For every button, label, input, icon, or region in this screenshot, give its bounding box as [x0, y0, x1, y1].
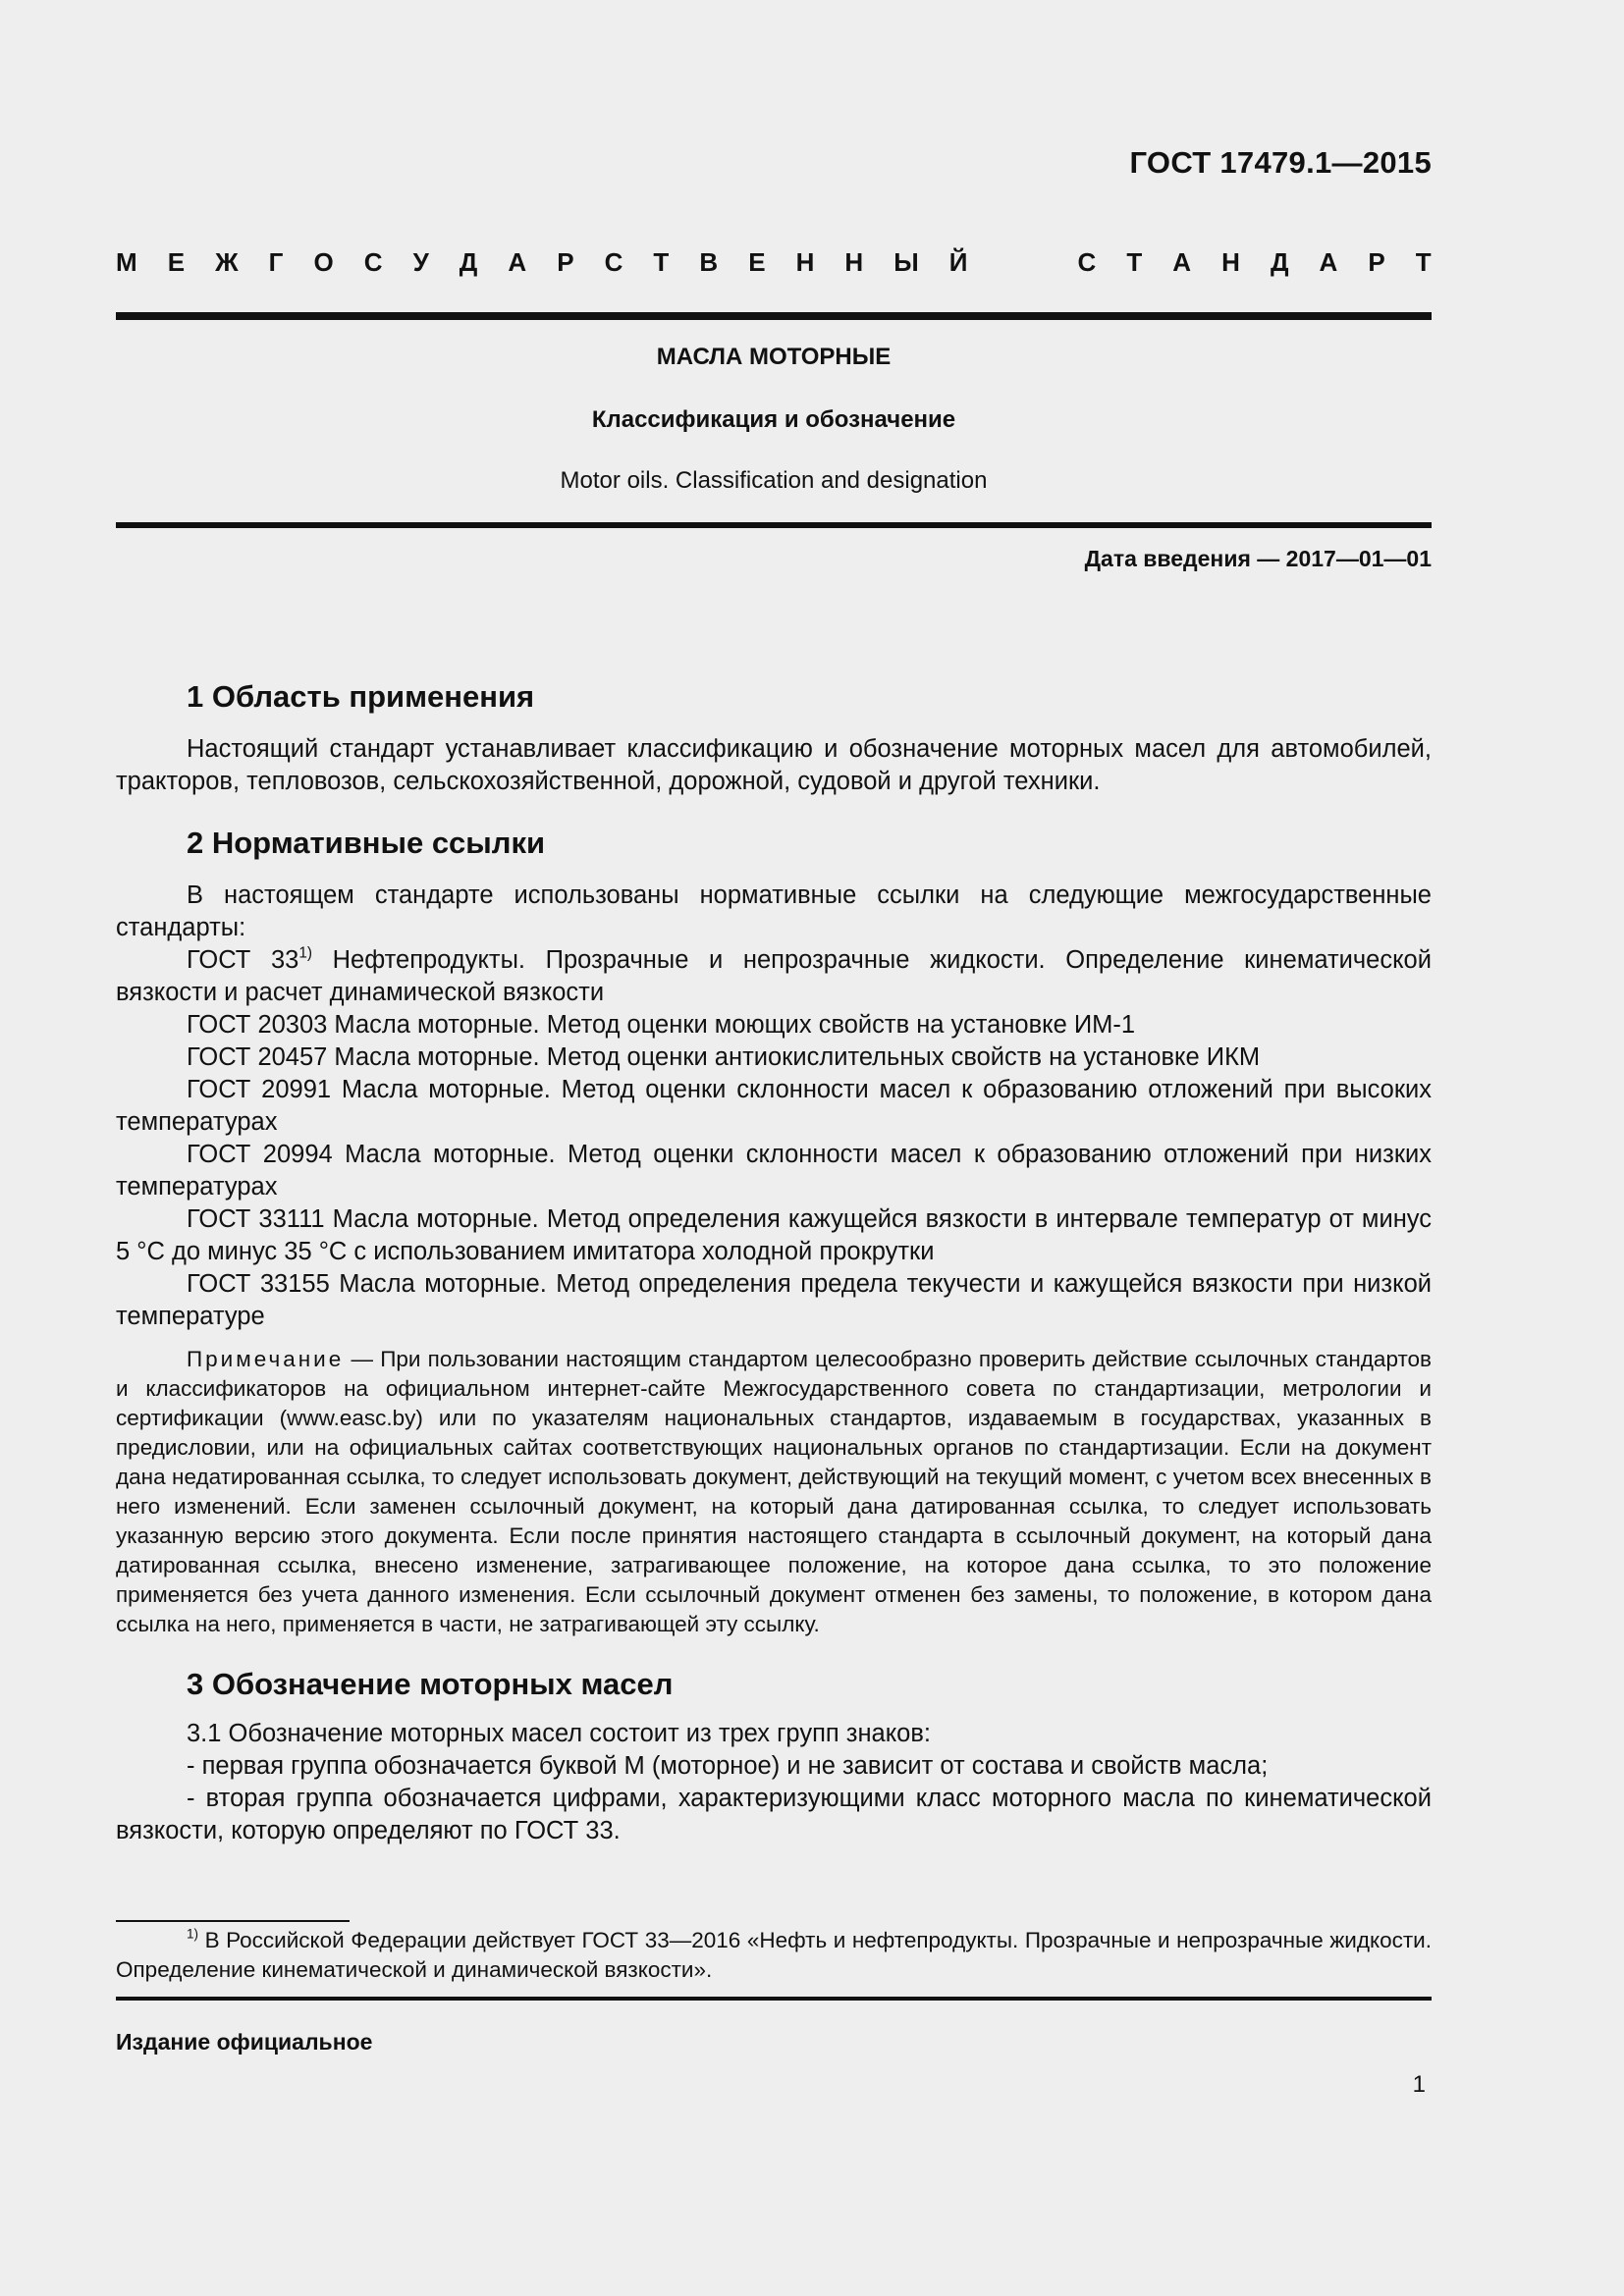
standard-type-letter: О [313, 247, 334, 277]
standard-type-letter: Й [948, 247, 968, 277]
designation-paragraph: 3.1 Обозначение моторных масел состоит из трех групп знаков: [187, 1720, 931, 1747]
standard-type-letter: Е [167, 247, 186, 277]
designation-paragraph: - вторая группа обозначается цифрами, характеризующими класс моторного масла по кинематической вязкости, которую определяют по ГОСТ 33. [116, 1785, 1432, 1844]
standard-type-letter: Д [459, 247, 478, 277]
standard-type-letter: Ы [893, 247, 919, 277]
footnote-rule [116, 1920, 350, 1922]
standard-type-letter: У [412, 247, 429, 277]
standard-type-letter: Д [1270, 247, 1289, 277]
standard-type-letter: С [363, 247, 383, 277]
standard-type-letter: Р [1368, 247, 1385, 277]
footnote [116, 1926, 1432, 1985]
standard-type-letter: Е [748, 247, 766, 277]
reference-item: ГОСТ 33111 Масла моторные. Метод определения кажущейся вязкости в интервале температур от минус 5 °С до минус 35 °С с использованием имитатора холодной прокрутки [116, 1205, 1432, 1265]
title-english: Motor oils. Classification and designation [560, 467, 988, 494]
standard-type-heading [116, 247, 1432, 278]
title-sub: Классификация и обозначение [591, 406, 956, 433]
standard-type-letter: А [508, 247, 527, 277]
gost-number: ГОСТ 17479.1—2015 [1129, 145, 1432, 180]
references-note [116, 1345, 1432, 1639]
word-gap [998, 247, 1047, 278]
reference-item: ГОСТ 20994 Масла моторные. Метод оценки склонности масел к образованию отложений при низких температурах [116, 1141, 1432, 1201]
reference-item: ГОСТ 33155 Масла моторные. Метод определения предела текучести и кажущейся вязкости при низкой температуре [116, 1270, 1432, 1330]
standard-type-letter: Ж [215, 247, 239, 277]
standard-type-letter: М [116, 247, 137, 277]
note-label: Примечание [187, 1347, 345, 1371]
standard-type-letter: Н [844, 247, 864, 277]
title-main: МАСЛА МОТОРНЫЕ [656, 344, 892, 370]
reference-item: ГОСТ 20457 Масла моторные. Метод оценки антиокислительных свойств на установке ИКМ [187, 1043, 1261, 1071]
reference-text: Нефтепродукты. Прозрачные и непрозрачные жидкости. Определение кинематической вязкости и расчет динамической вязкости [116, 946, 1432, 1006]
standard-type-letter: Г [268, 247, 284, 277]
scope-paragraph: Настоящий стандарт устанавливает классификацию и обозначение моторных масел для автомобилей, тракторов, тепловозов, сельскохозяйственной, дорожной, судовой и другой техники. [116, 735, 1432, 795]
footnote-marker: 1) [298, 944, 312, 962]
official-edition-label: Издание официальное [116, 2029, 373, 2055]
standard-type-letter: Т [1415, 247, 1432, 277]
top-rule [116, 312, 1432, 320]
page-number: 1 [1412, 2071, 1426, 2098]
standard-type-letter: Т [1126, 247, 1143, 277]
standard-type-letter: В [699, 247, 719, 277]
standard-type-letter: Т [653, 247, 670, 277]
reference-item: ГОСТ 20303 Масла моторные. Метод оценки моющих свойств на установке ИМ-1 [187, 1011, 1136, 1039]
standard-type-letter: Р [557, 247, 574, 277]
section-heading-designation: 3 Обозначение моторных масел [187, 1667, 674, 1701]
standard-type-letter: С [604, 247, 623, 277]
section-heading-references: 2 Нормативные ссылки [187, 826, 546, 860]
standard-type-letter: А [1319, 247, 1338, 277]
footnote-text: В Российской Федерации действует ГОСТ 33—2016 «Нефть и нефтепродукты. Прозрачные и непрозрачные жидкости. Определение кинематической и динамической вязкости». [116, 1928, 1432, 1982]
intro-date: Дата введения — 2017—01—01 [1084, 546, 1432, 571]
reference-item: ГОСТ 20991 Масла моторные. Метод оценки склонности масел к образованию отложений при высоких температурах [116, 1076, 1432, 1136]
standard-type-letter: Н [795, 247, 815, 277]
section-heading-scope: 1 Область применения [187, 679, 535, 714]
footnote-mark: 1) [187, 1926, 199, 1942]
standard-type-letter: А [1172, 247, 1192, 277]
standard-type-letter: Н [1221, 247, 1240, 277]
standard-type-letter: С [1077, 247, 1097, 277]
reference-item [116, 944, 1432, 1009]
title-bottom-rule [116, 522, 1432, 528]
designation-paragraph: - первая группа обозначается буквой М (моторное) и не зависит от состава и свойств масла; [187, 1752, 1269, 1780]
document-body [116, 677, 1432, 1847]
footer-rule [116, 1997, 1432, 2001]
references-intro: В настоящем стандарте использованы нормативные ссылки на следующие межгосударственные стандарты: [116, 881, 1432, 941]
reference-code: ГОСТ 33 [187, 946, 299, 974]
note-text: — При пользовании настоящим стандартом целесообразно проверить действие ссылочных стандартов и классификаторов на официальном интернет-сайте Межгосударственного совета по стандартизации, метрологии и сертификации (www.easc.by) или по указателям национальных стандартов, издаваемым в государствах, указанных в предисловии, или на официальных сайтах соответствующих национальных органов по стандартизации. Если на документ дана недатированная ссылка, то следует использовать документ, действующий на текущий момент, с учетом всех внесенных в него изменений. Если заменен ссылочный документ, на который дана датированная ссылка, то следует использовать указанную версию этого документа. Если после принятия настоящего стандарта в ссылочный документ, на который дана датированная ссылка, внесено изменение, затрагивающее положение, на которое дана ссылка, то это положение применяется без учета данного изменения. Если ссылочный документ отменен без замены, то положение, в котором дана ссылка на него, применяется в части, не затрагивающей эту ссылку. [116, 1347, 1432, 1636]
